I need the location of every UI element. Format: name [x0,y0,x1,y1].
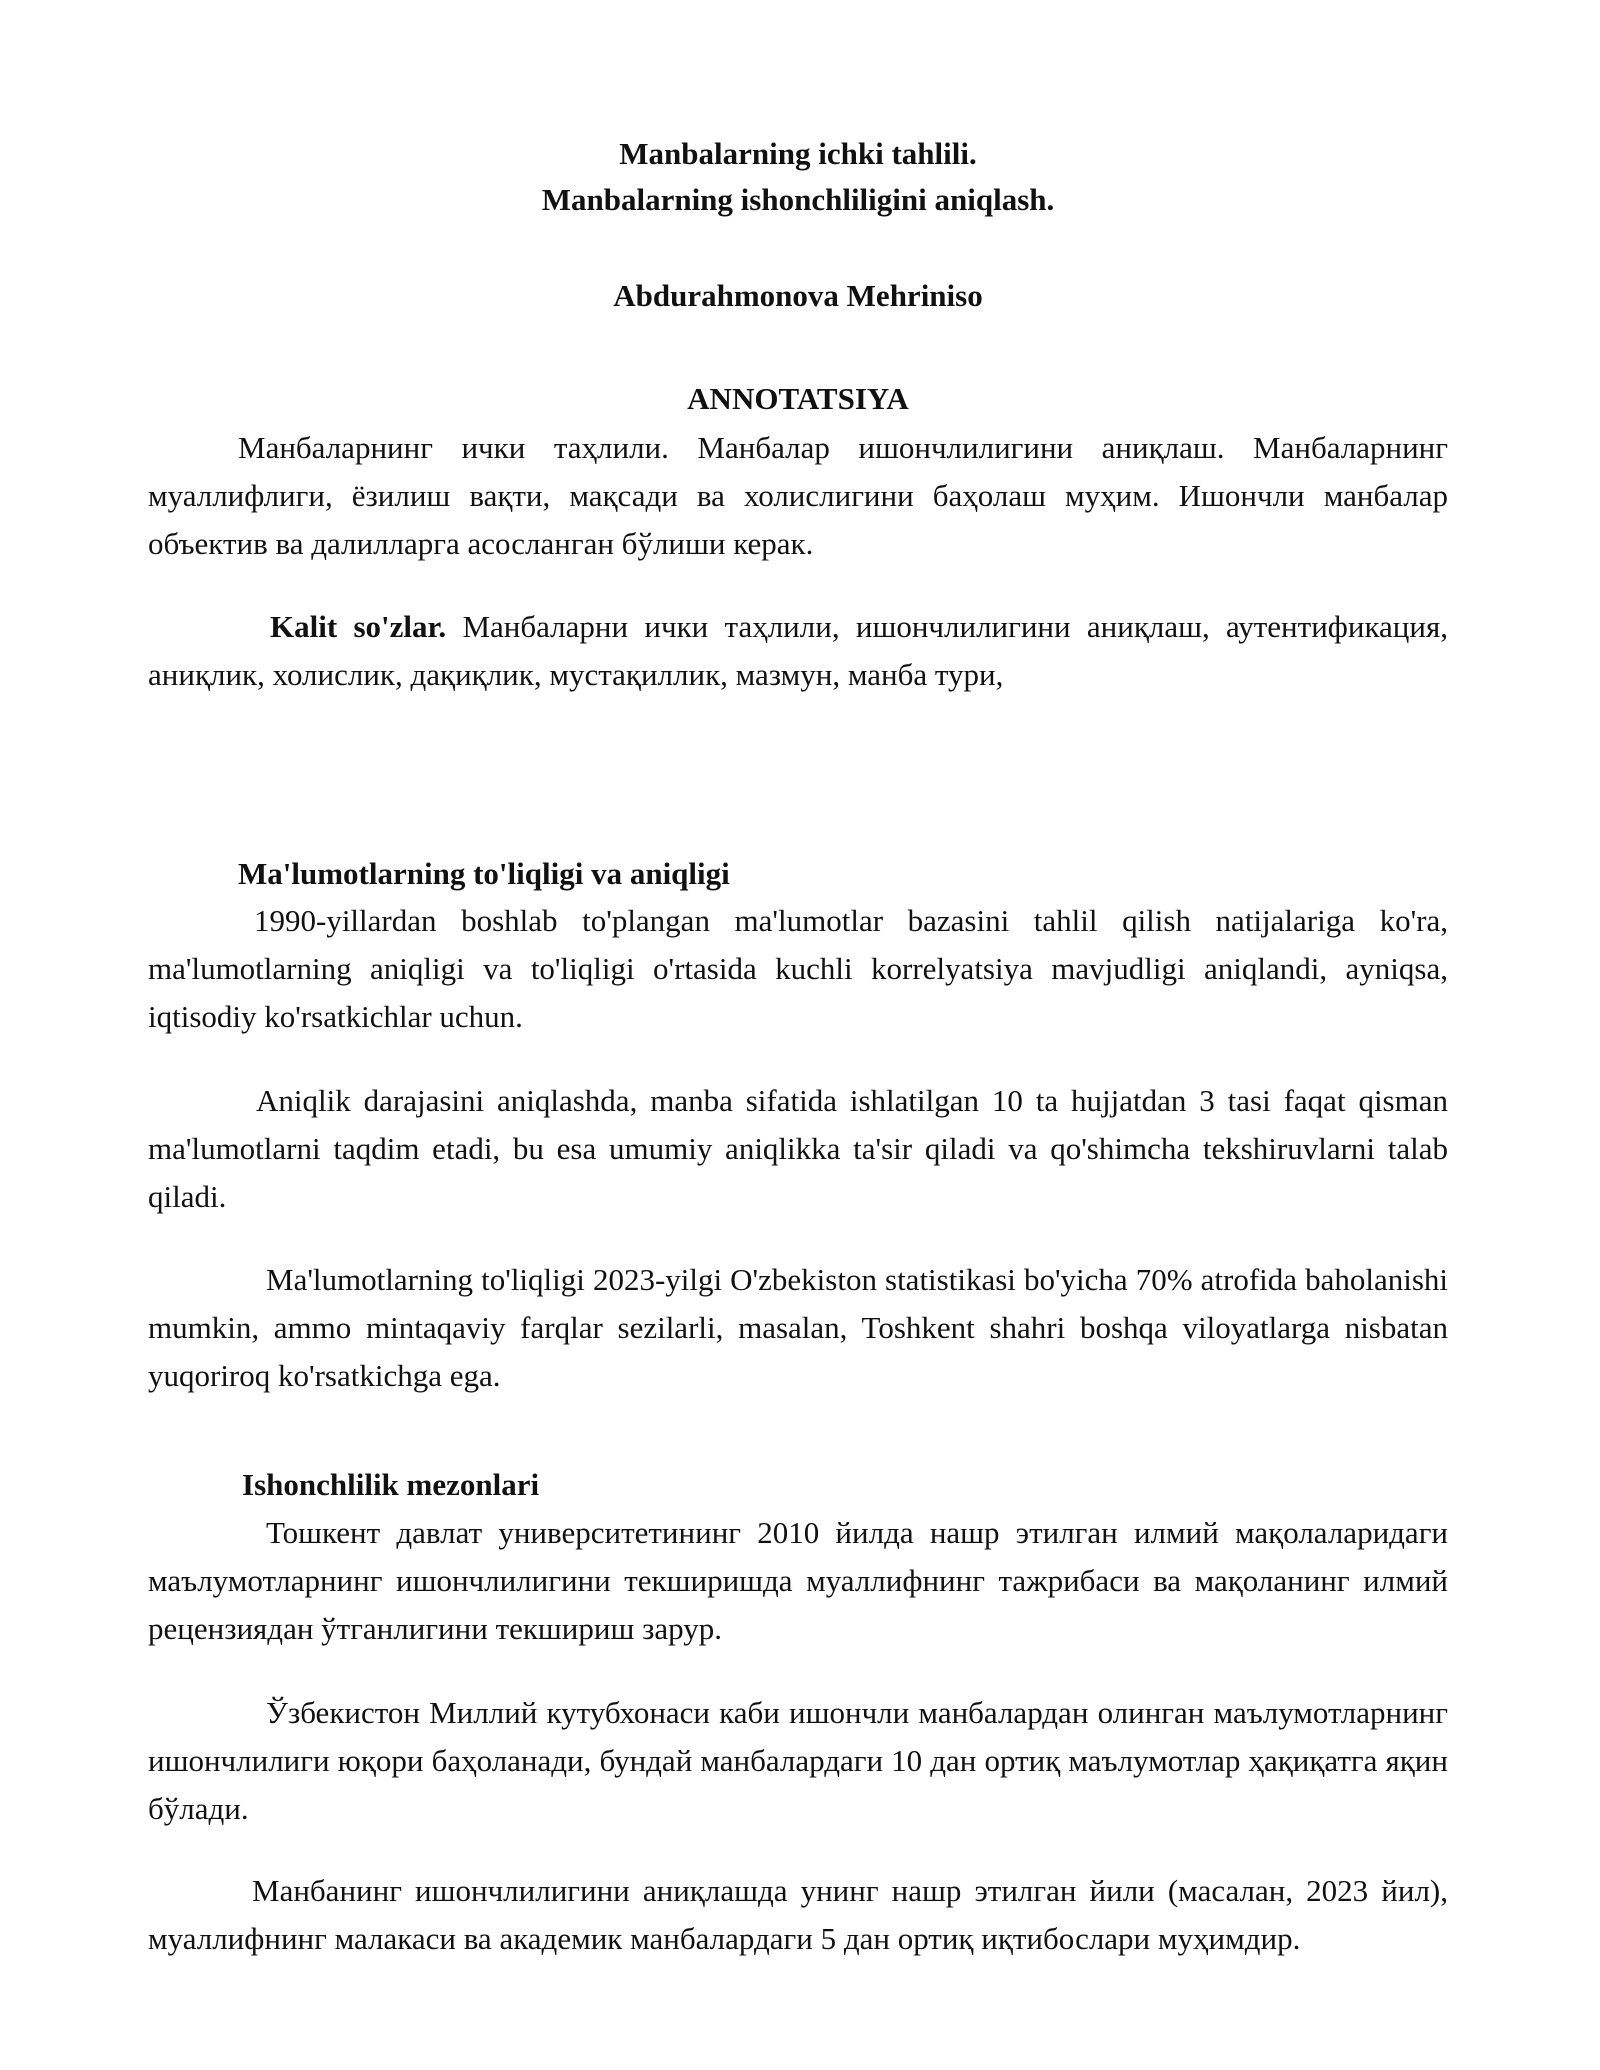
keywords-paragraph [148,603,1448,699]
keywords-text: Манбаларни ички таҳлили, ишончлилигини аниқлаш, аутентификация, аниқлик, холислик, дақиқлик, мустақиллик, мазмун, манба тури, [148,609,1448,692]
title-line-1: Manbalarning ichki tahlili. [619,136,977,171]
keywords-label: Kalit so'zlar. [270,609,447,644]
document-title [148,131,1448,223]
author-name: Abdurahmonova Mehriniso [613,278,983,313]
section2-paragraph-3: Манбанинг ишончлилигини аниқлашда унинг нашр этилган йили (масалан, 2023 йил), муаллифнинг малакаси ва академик манбалардаги 5 дан ортиқ иқтибослари муҳимдир. [148,1873,1448,1956]
section2-paragraph-1: Тошкент давлат университетининг 2010 йилда нашр этилган илмий мақолаларидаги маълумотларнинг ишончлилигини текширишда муаллифнинг тажрибаси ва мақоланинг илмий рецензиядан ўтганлигини текшириш зарур. [148,1515,1448,1646]
section1-paragraph-1: 1990-yillardan boshlab to'plangan ma'lumotlar bazasini tahlil qilish natijalariga ko'ra, ma'lumotlarning aniqligi va to'liqligi o'rtasida kuchli korrelyatsiya mavjudligi aniqlandi, ayniqsa, iqtisodiy ko'rsatkichlar uchun. [148,903,1448,1034]
title-line-2: Manbalarning ishonchliligini aniqlash. [541,182,1055,217]
section1-paragraph-3: Ma'lumotlarning to'liqligi 2023-yilgi O'zbekiston statistikasi bo'yicha 70% atrofida baholanishi mumkin, ammo mintaqaviy farqlar sezilarli, masalan, Toshkent shahri boshqa viloyatlarga nisbatan yuqoriroq ko'rsatkichga ega. [148,1262,1448,1393]
annotation-heading: ANNOTATSIYA [687,381,909,416]
annotation-paragraph: Манбаларнинг ички таҳлили. Манбалар ишончлилигини аниқлаш. Манбаларнинг муаллифлиги, ёзилиш вақти, мақсади ва холислигини баҳолаш муҳим. Ишончли манбалар объектив ва далилларга асосланган бўлиши керак. [148,430,1448,561]
section2-heading: Ishonchlilik mezonlari [242,1467,540,1502]
section1-paragraph-2: Aniqlik darajasini aniqlashda, manba sifatida ishlatilgan 10 ta hujjatdan 3 tasi faqat qisman ma'lumotlarni taqdim etadi, bu esa umumiy aniqlikka ta'sir qiladi va qo'shimcha tekshiruvlarni talab qiladi. [148,1083,1448,1214]
section1-heading: Ma'lumotlarning to'liqligi va aniqligi [238,856,730,891]
section2-paragraph-2: Ўзбекистон Миллий кутубхонаси каби ишончли манбалардан олинган маълумотларнинг ишончлилиги юқори баҳоланади, бундай манбалардаги 10 дан ортиқ маълумотлар ҳақиқатга яқин бўлади. [148,1695,1448,1826]
